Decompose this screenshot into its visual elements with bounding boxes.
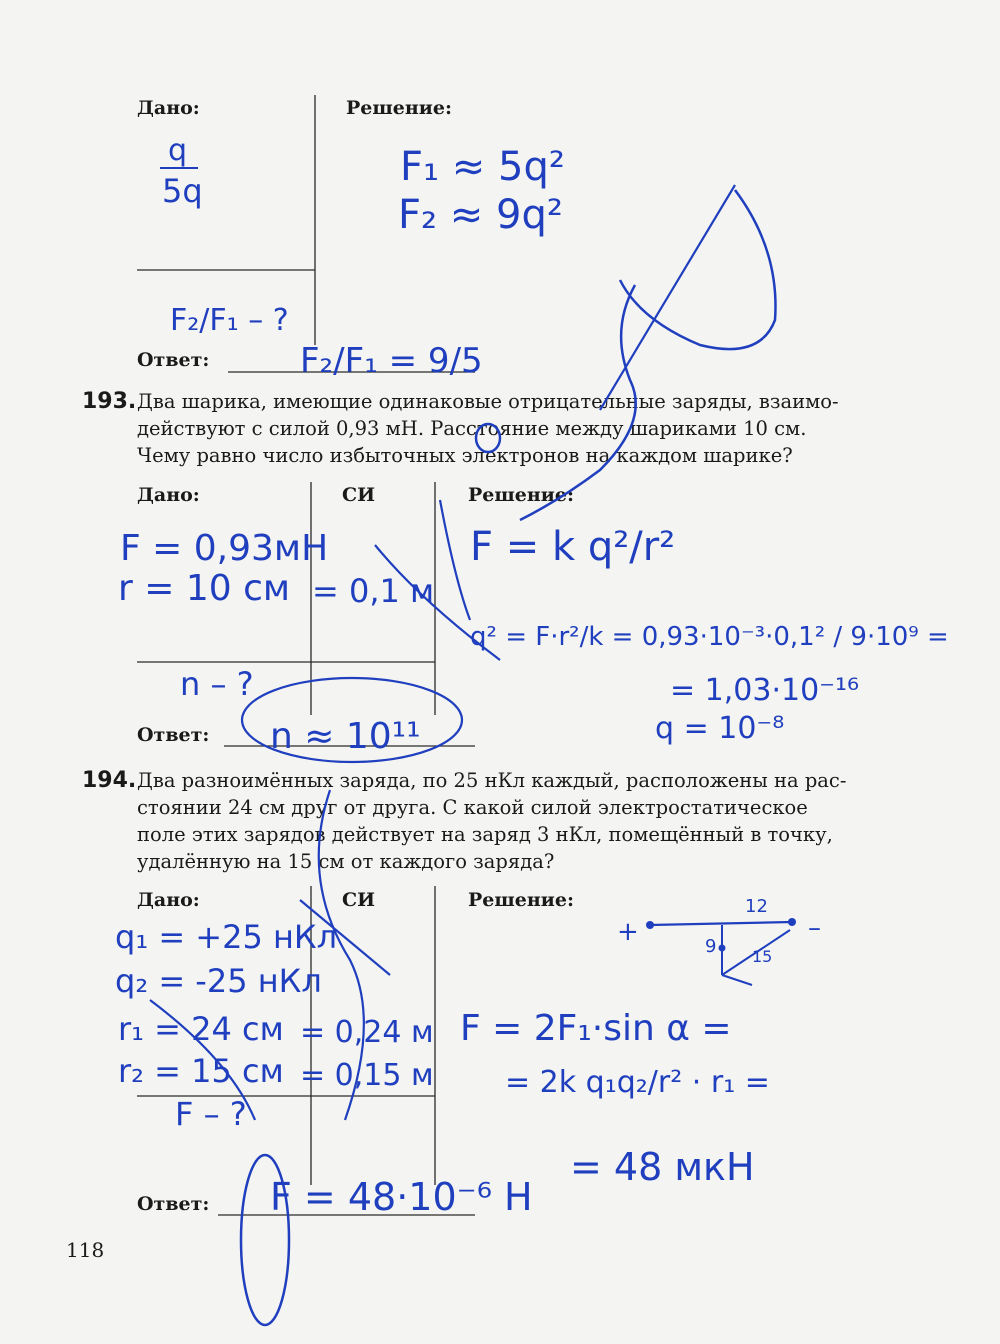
hw-194-sol-3: = 48 мкН xyxy=(570,1145,755,1189)
hw-194-sol-2: = 2k q₁q₂/r² · r₁ = xyxy=(505,1065,770,1100)
hw-194-given-r1: r₁ = 24 см xyxy=(118,1010,284,1048)
hw-193-si-r: = 0,1 м xyxy=(312,572,435,610)
hw-193-slash-2 xyxy=(440,500,470,620)
hw-stray-arc-1 xyxy=(620,190,776,349)
si-label-193: СИ xyxy=(342,484,376,506)
hw-193-given-F: F = 0,93мН xyxy=(120,528,329,569)
hw-194-given-q2: q₂ = -25 нКл xyxy=(115,962,322,1000)
diagram-baseline xyxy=(650,922,792,925)
diagram-vector-2 xyxy=(722,975,752,985)
hw-192-given-2: 5q xyxy=(162,172,203,210)
diagram-label-15: 15 xyxy=(752,947,773,966)
given-label-192: Дано: xyxy=(137,97,200,119)
answer-label-193: Ответ: xyxy=(137,724,210,746)
problem-193-line-1: Два шарика, имеющие одинаковые отрицательные заряды, взаимо- xyxy=(137,390,839,413)
hw-192-find: F₂/F₁ – ? xyxy=(170,303,289,338)
given-label-193: Дано: xyxy=(137,484,200,506)
hw-193-given-r: r = 10 см xyxy=(118,568,291,609)
diagram-minus: – xyxy=(808,913,821,943)
hw-193-sol-4: q = 10⁻⁸ xyxy=(655,711,785,746)
hw-193-find: n – ? xyxy=(180,665,254,703)
diagram-label-12: 12 xyxy=(745,896,768,917)
hw-194-answer: F = 48·10⁻⁶ Н xyxy=(270,1175,533,1219)
hw-194-sol-1: F = 2F₁·sin α = xyxy=(460,1008,732,1049)
hw-194-loop-1 xyxy=(241,1155,289,1325)
handwriting xyxy=(115,133,949,1325)
hw-194-find: F – ? xyxy=(175,1095,247,1133)
diagram-plus: + xyxy=(617,917,639,947)
charge-diagram xyxy=(617,896,821,985)
hw-193-sol-3: = 1,03·10⁻¹⁶ xyxy=(670,673,860,708)
diagram-charge-right xyxy=(788,918,796,926)
hw-192-sol-2: F₂ ≈ 9q² xyxy=(398,192,563,238)
hw-193-sol-1: F = k q²/r² xyxy=(470,524,676,570)
hw-192-answer: F₂/F₁ = 9/5 xyxy=(300,341,483,381)
problem-number-193: 193. xyxy=(82,389,137,414)
hw-194-given-r2: r₂ = 15 см xyxy=(118,1052,284,1090)
problem-194-line-2: стоянии 24 см друг от друга. С какой силой электростатическое xyxy=(137,796,808,819)
solution-label-194: Решение: xyxy=(468,889,574,911)
hw-194-si-r1: = 0,24 м xyxy=(300,1015,434,1050)
answer-label-194: Ответ: xyxy=(137,1193,210,1215)
hw-stray-line-1 xyxy=(600,185,735,410)
solution-label-193: Решение: xyxy=(468,484,574,506)
problem-number-194: 194. xyxy=(82,768,137,793)
hw-193-sol-2: q² = F·r²/k = 0,93·10⁻³·0,1² / 9·10⁹ = xyxy=(470,622,949,652)
given-label-194: Дано: xyxy=(137,889,200,911)
si-label-194: СИ xyxy=(342,889,376,911)
problem-193-line-3: Чему равно число избыточных электронов на каждом шарике? xyxy=(137,444,793,467)
diagram-charge-left xyxy=(646,921,654,929)
problem-193-line-2: действуют с силой 0,93 мН. Расстояние между шариками 10 см. xyxy=(137,417,807,440)
problem-194-line-4: удалённую на 15 см от каждого заряда? xyxy=(137,850,555,873)
solution-label-192: Решение: xyxy=(346,97,452,119)
hw-194-given-q1: q₁ = +25 нКл xyxy=(115,918,338,956)
hw-stray-circle xyxy=(476,424,500,452)
problem-194-line-1: Два разноимённых заряда, по 25 нКл каждый, расположены на рас- xyxy=(137,769,847,792)
hw-194-si-r2: = 0,15 м xyxy=(300,1058,434,1093)
hw-192-given-1: q xyxy=(168,133,188,168)
hw-193-answer: n ≈ 10¹¹ xyxy=(270,716,421,757)
page-number: 118 xyxy=(66,1238,105,1262)
hw-192-sol-1: F₁ ≈ 5q² xyxy=(400,144,565,190)
diagram-label-9: 9 xyxy=(705,936,717,957)
answer-label-192: Ответ: xyxy=(137,349,210,371)
hw-stray-arc-2 xyxy=(520,285,636,520)
problem-194-line-3: поле этих зарядов действует на заряд 3 нКл, помещённый в точку, xyxy=(137,823,833,846)
